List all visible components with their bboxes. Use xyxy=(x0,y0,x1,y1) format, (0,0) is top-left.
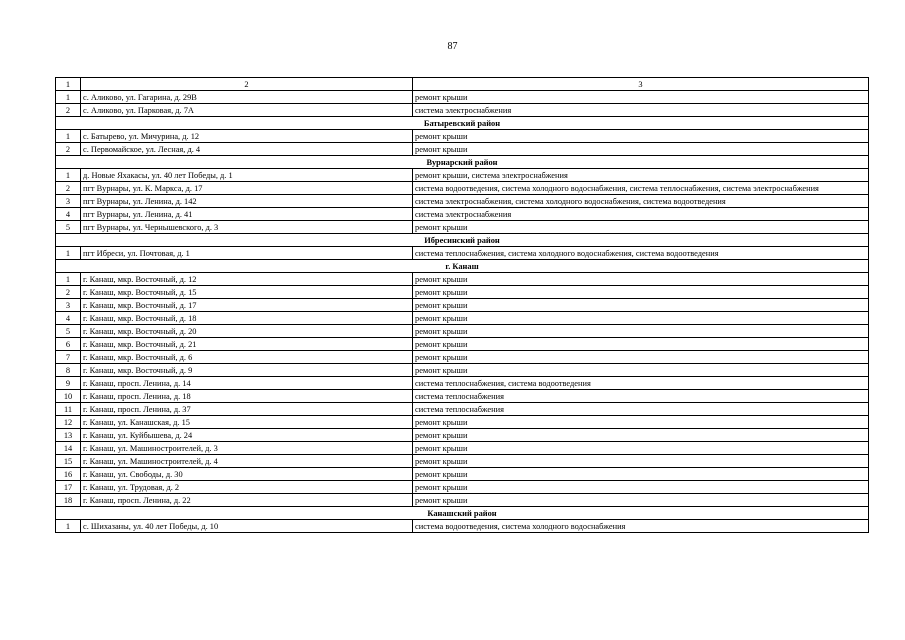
address-cell: с. Аликово, ул. Гагарина, д. 29В xyxy=(81,91,413,104)
address-cell: д. Новые Яхакасы, ул. 40 лет Победы, д. 1 xyxy=(81,169,413,182)
district-name: Вурнарский район xyxy=(56,156,869,169)
address-cell: г. Канаш, ул. Свободы, д. 30 xyxy=(81,468,413,481)
table-row xyxy=(56,455,869,468)
table-row xyxy=(56,208,869,221)
row-number-cell: 11 xyxy=(56,403,81,416)
table-row xyxy=(56,130,869,143)
table-row xyxy=(56,104,869,117)
column-number-2: 2 xyxy=(81,78,413,91)
address-cell: пгт Вурнары, ул. Ленина, д. 142 xyxy=(81,195,413,208)
work-type-cell: ремонт крыши xyxy=(413,468,869,481)
row-number-cell: 1 xyxy=(56,130,81,143)
work-type-cell: система теплоснабжения, система водоотведения xyxy=(413,377,869,390)
row-number-cell: 1 xyxy=(56,273,81,286)
row-number-cell: 1 xyxy=(56,169,81,182)
address-cell: пгт Вурнары, ул. Чернышевского, д. 3 xyxy=(81,221,413,234)
row-number-cell: 5 xyxy=(56,325,81,338)
row-number-cell: 12 xyxy=(56,416,81,429)
row-number-cell: 14 xyxy=(56,442,81,455)
row-number-cell: 3 xyxy=(56,195,81,208)
column-number-row xyxy=(56,78,869,91)
row-number-cell: 1 xyxy=(56,247,81,260)
address-cell: г. Канаш, ул. Машиностроителей, д. 4 xyxy=(81,455,413,468)
column-number-1: 1 xyxy=(56,78,81,91)
table-row xyxy=(56,247,869,260)
work-type-cell: ремонт крыши xyxy=(413,130,869,143)
table-row xyxy=(56,390,869,403)
address-cell: г. Канаш, мкр. Восточный, д. 15 xyxy=(81,286,413,299)
address-cell: г. Канаш, мкр. Восточный, д. 12 xyxy=(81,273,413,286)
table-row xyxy=(56,286,869,299)
address-cell: г. Канаш, просп. Ленина, д. 22 xyxy=(81,494,413,507)
page-number: 87 xyxy=(447,41,458,52)
column-number-3: 3 xyxy=(413,78,869,91)
row-number-cell: 16 xyxy=(56,468,81,481)
table-row xyxy=(56,338,869,351)
table-row xyxy=(56,520,869,533)
work-type-cell: ремонт крыши xyxy=(413,429,869,442)
address-cell: г. Канаш, ул. Машиностроителей, д. 3 xyxy=(81,442,413,455)
address-cell: г. Канаш, просп. Ленина, д. 18 xyxy=(81,390,413,403)
work-type-cell: ремонт крыши xyxy=(413,273,869,286)
row-number-cell: 2 xyxy=(56,182,81,195)
address-cell: г. Канаш, мкр. Восточный, д. 20 xyxy=(81,325,413,338)
address-cell: г. Канаш, просп. Ленина, д. 14 xyxy=(81,377,413,390)
table-row xyxy=(56,481,869,494)
row-number-cell: 2 xyxy=(56,143,81,156)
row-number-cell: 3 xyxy=(56,299,81,312)
row-number-cell: 17 xyxy=(56,481,81,494)
row-number-cell: 4 xyxy=(56,208,81,221)
table-row xyxy=(56,299,869,312)
table-row xyxy=(56,143,869,156)
work-type-cell: ремонт крыши xyxy=(413,325,869,338)
address-cell: г. Канаш, ул. Канашская, д. 15 xyxy=(81,416,413,429)
row-number-cell: 7 xyxy=(56,351,81,364)
address-cell: г. Канаш, просп. Ленина, д. 37 xyxy=(81,403,413,416)
repair-registry-table xyxy=(55,77,869,533)
work-type-cell: ремонт крыши xyxy=(413,481,869,494)
work-type-cell: система теплоснабжения xyxy=(413,390,869,403)
work-type-cell: ремонт крыши xyxy=(413,442,869,455)
work-type-cell: система теплоснабжения, система холодного водоснабжения, система водоотведения xyxy=(413,247,869,260)
row-number-cell: 1 xyxy=(56,91,81,104)
address-cell: г. Канаш, мкр. Восточный, д. 21 xyxy=(81,338,413,351)
row-number-cell: 5 xyxy=(56,221,81,234)
address-cell: г. Канаш, мкр. Восточный, д. 9 xyxy=(81,364,413,377)
row-number-cell: 1 xyxy=(56,520,81,533)
table-row xyxy=(56,377,869,390)
row-number-cell: 2 xyxy=(56,104,81,117)
table-row xyxy=(56,429,869,442)
work-type-cell: система электроснабжения xyxy=(413,208,869,221)
work-type-cell: ремонт крыши, система электроснабжения xyxy=(413,169,869,182)
work-type-cell: ремонт крыши xyxy=(413,299,869,312)
table-row xyxy=(56,312,869,325)
table-row xyxy=(56,494,869,507)
address-cell: г. Канаш, мкр. Восточный, д. 6 xyxy=(81,351,413,364)
district-header-row xyxy=(56,507,869,520)
table-row xyxy=(56,325,869,338)
district-header-row xyxy=(56,117,869,130)
table-row xyxy=(56,195,869,208)
work-type-cell: ремонт крыши xyxy=(413,351,869,364)
row-number-cell: 6 xyxy=(56,338,81,351)
district-name: Батыревский район xyxy=(56,117,869,130)
work-type-cell: ремонт крыши xyxy=(413,338,869,351)
district-name: г. Канаш xyxy=(56,260,869,273)
table-row xyxy=(56,169,869,182)
row-number-cell: 15 xyxy=(56,455,81,468)
work-type-cell: ремонт крыши xyxy=(413,364,869,377)
work-type-cell: система водоотведения, система холодного водоснабжения xyxy=(413,520,869,533)
work-type-cell: система водоотведения, система холодного водоснабжения, система теплоснабжения, система электроснабжения xyxy=(413,182,869,195)
registry-body xyxy=(56,78,869,533)
district-name: Канашский район xyxy=(56,507,869,520)
row-number-cell: 18 xyxy=(56,494,81,507)
row-number-cell: 13 xyxy=(56,429,81,442)
address-cell: г. Канаш, ул. Трудовая, д. 2 xyxy=(81,481,413,494)
address-cell: с. Шихазаны, ул. 40 лет Победы, д. 10 xyxy=(81,520,413,533)
table-row xyxy=(56,351,869,364)
address-cell: с. Аликово, ул. Парковая, д. 7А xyxy=(81,104,413,117)
work-type-cell: ремонт крыши xyxy=(413,91,869,104)
district-header-row xyxy=(56,156,869,169)
row-number-cell: 2 xyxy=(56,286,81,299)
work-type-cell: ремонт крыши xyxy=(413,143,869,156)
work-type-cell: ремонт крыши xyxy=(413,455,869,468)
address-cell: г. Канаш, мкр. Восточный, д. 18 xyxy=(81,312,413,325)
work-type-cell: ремонт крыши xyxy=(413,221,869,234)
work-type-cell: ремонт крыши xyxy=(413,312,869,325)
work-type-cell: ремонт крыши xyxy=(413,286,869,299)
table-row xyxy=(56,468,869,481)
work-type-cell: ремонт крыши xyxy=(413,416,869,429)
row-number-cell: 9 xyxy=(56,377,81,390)
work-type-cell: система электроснабжения, система холодного водоснабжения, система водоотведения xyxy=(413,195,869,208)
work-type-cell: система электроснабжения xyxy=(413,104,869,117)
table-row xyxy=(56,273,869,286)
district-header-row xyxy=(56,234,869,247)
work-type-cell: система теплоснабжения xyxy=(413,403,869,416)
table-row xyxy=(56,91,869,104)
address-cell: г. Канаш, ул. Куйбышева, д. 24 xyxy=(81,429,413,442)
address-cell: пгт Ибреси, ул. Почтовая, д. 1 xyxy=(81,247,413,260)
address-cell: с. Батырево, ул. Мичурина, д. 12 xyxy=(81,130,413,143)
address-cell: с. Первомайское, ул. Лесная, д. 4 xyxy=(81,143,413,156)
work-type-cell: ремонт крыши xyxy=(413,494,869,507)
address-cell: пгт Вурнары, ул. К. Маркса, д. 17 xyxy=(81,182,413,195)
district-header-row xyxy=(56,260,869,273)
row-number-cell: 8 xyxy=(56,364,81,377)
row-number-cell: 10 xyxy=(56,390,81,403)
table-row xyxy=(56,416,869,429)
row-number-cell: 4 xyxy=(56,312,81,325)
table-row xyxy=(56,182,869,195)
table-row xyxy=(56,364,869,377)
table-row xyxy=(56,442,869,455)
table-row xyxy=(56,403,869,416)
table-row xyxy=(56,221,869,234)
address-cell: пгт Вурнары, ул. Ленина, д. 41 xyxy=(81,208,413,221)
address-cell: г. Канаш, мкр. Восточный, д. 17 xyxy=(81,299,413,312)
district-name: Ибресинский район xyxy=(56,234,869,247)
